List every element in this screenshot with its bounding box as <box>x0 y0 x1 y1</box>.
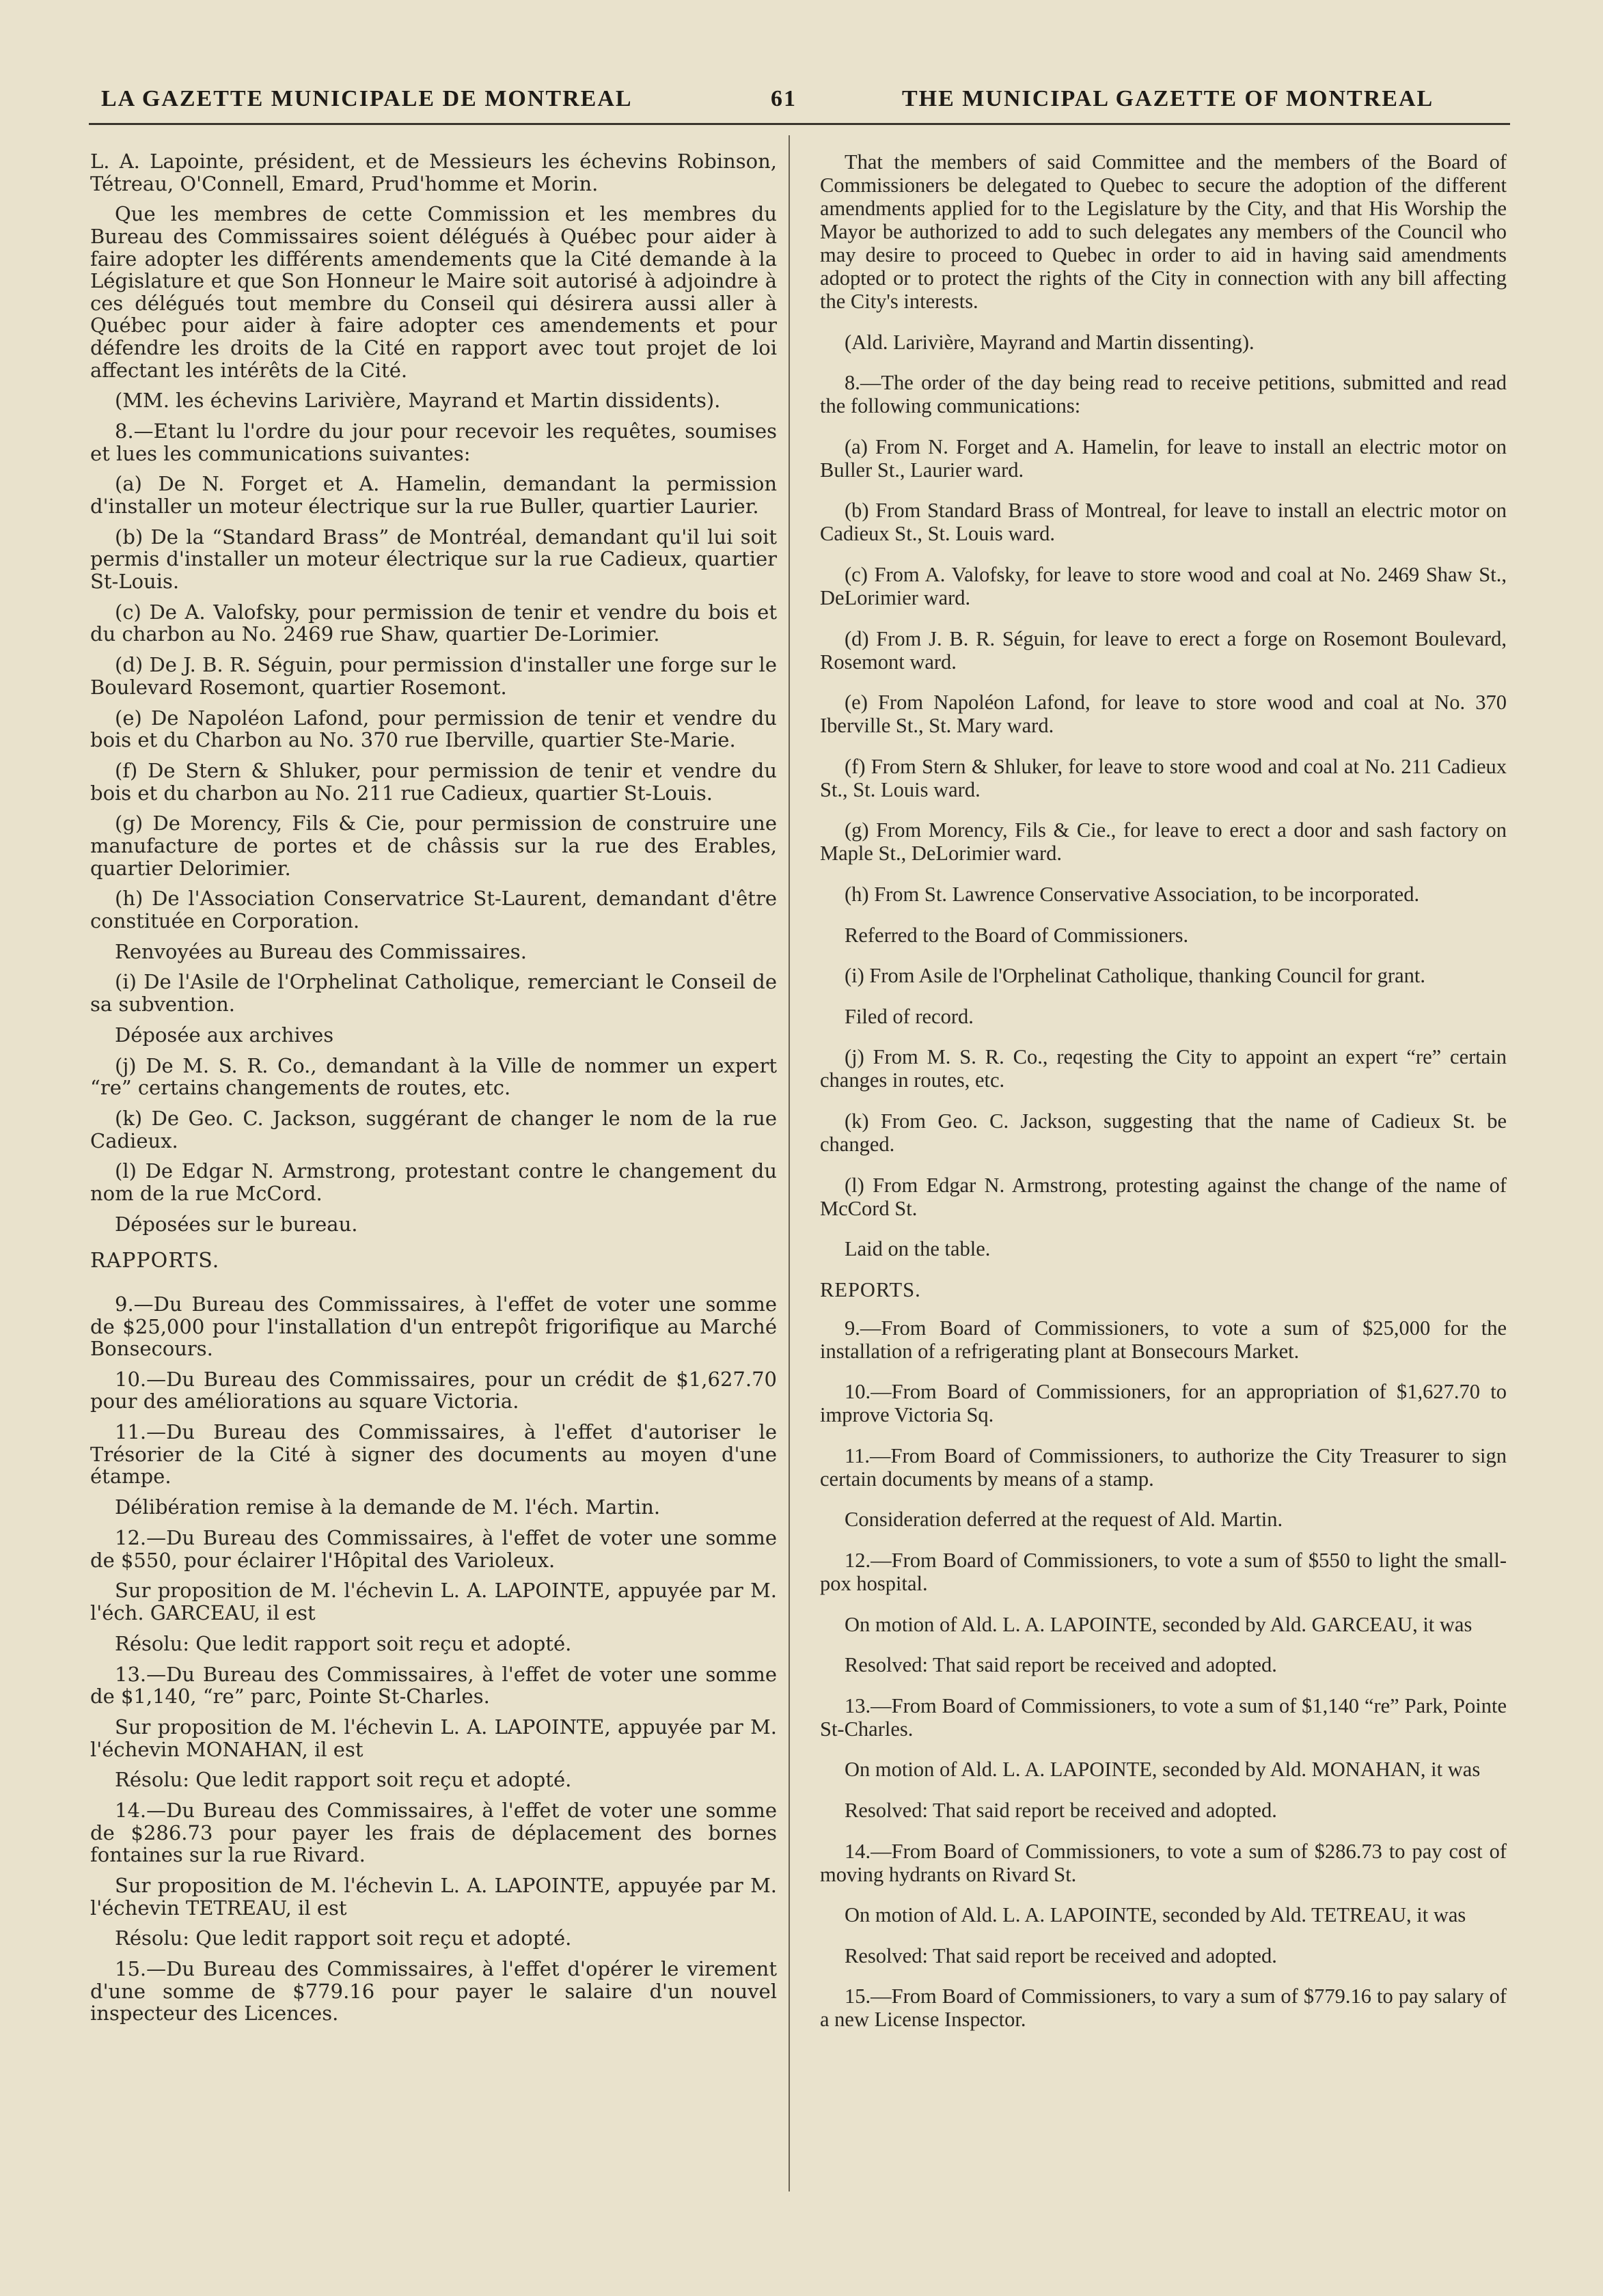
english-paragraph: (j) From M. S. R. Co., reqesting the City to appoint an expert “re” certain changes in routes, etc. <box>820 1045 1507 1092</box>
english-paragraph: Resolved: That said report be received and adopted. <box>845 1944 1277 1967</box>
french-paragraph: L. A. Lapointe, président, et de Messieurs les échevins Robinson, Tétreau, O'Connell, Emard, Prud'homme et Morin. <box>90 150 777 195</box>
english-paragraph: 8.—The order of the day being read to receive petitions, submitted and read the following communications: <box>820 371 1507 418</box>
french-paragraph: (c) De A. Valofsky, pour permission de tenir et vendre du bois et du charbon au No. 2469 rue Shaw, quartier De-Lorimier. <box>90 600 777 646</box>
english-paragraph: (e) From Napoléon Lafond, for leave to store wood and coal at No. 370 Iberville St., St. Mary ward. <box>820 691 1507 738</box>
french-paragraph: Sur proposition de M. l'échevin L. A. LAPOINTE, appuyée par M. l'échevin TETREAU, il est <box>90 1874 777 1920</box>
english-paragraph: (g) From Morency, Fils & Cie., for leave to erect a door and sash factory on Maple St., DeLorimier ward. <box>820 818 1507 866</box>
english-paragraph: (f) From Stern & Shluker, for leave to store wood and coal at No. 211 Cadieux St., St. Louis ward. <box>820 754 1507 801</box>
french-paragraph: (e) De Napoléon Lafond, pour permission de tenir et vendre du bois et du Charbon au No. 370 rue Iberville, quartier Ste-Marie. <box>90 706 777 752</box>
english-paragraph: (l) From Edgar N. Armstrong, protesting against the change of the name of McCord St. <box>820 1173 1507 1220</box>
page-number: 61 <box>771 86 797 111</box>
english-paragraph: On motion of Ald. L. A. LAPOINTE, seconded by Ald. GARCEAU, it was <box>845 1612 1472 1636</box>
english-paragraph: 11.—From Board of Commissioners, to authorize the City Treasurer to sign certain documents by means of a stamp. <box>820 1443 1507 1491</box>
french-paragraph: 13.—Du Bureau des Commissaires, à l'effet de voter une somme de $1,140, “re” parc, Pointe St-Charles. <box>90 1662 777 1709</box>
english-column <box>820 150 1507 2049</box>
english-paragraph: (i) From Asile de l'Orphelinat Catholique, thanking Council for grant. <box>845 964 1426 988</box>
french-paragraph: Déposées sur le bureau. <box>115 1212 358 1236</box>
french-paragraph: 9.—Du Bureau des Commissaires, à l'effet de voter une somme de $25,000 pour l'installation d'un entrepôt frigorifique au Marché Bonsecours. <box>90 1292 777 1361</box>
column-divider <box>789 135 790 2191</box>
english-paragraph: Consideration deferred at the request of Ald. Martin. <box>845 1508 1283 1532</box>
english-paragraph: Laid on the table. <box>845 1237 991 1261</box>
french-paragraph: 12.—Du Bureau des Commissaires, à l'effet de voter une somme de $550, pour éclairer l'Hôpital des Varioleux. <box>90 1526 777 1572</box>
english-paragraph: 10.—From Board of Commissioners, for an appropriation of $1,627.70 to improve Victoria Sq. <box>820 1380 1507 1427</box>
french-paragraph: Déposée aux archives <box>115 1023 334 1047</box>
english-paragraph: Resolved: That said report be received and adopted. <box>845 1653 1277 1677</box>
english-paragraph: 15.—From Board of Commissioners, to vary a sum of $779.16 to pay salary of a new License Inspector. <box>820 1984 1507 2032</box>
english-section-heading: REPORTS. <box>820 1277 921 1301</box>
english-paragraph: 14.—From Board of Commissioners, to vote a sum of $286.73 to pay cost of moving hydrants on Rivard St. <box>820 1839 1507 1886</box>
french-paragraph: (k) De Geo. C. Jackson, suggérant de changer le nom de la rue Cadieux. <box>90 1106 777 1152</box>
french-paragraph: (f) De Stern & Shluker, pour permission de tenir et vendre du bois et du charbon au No. 211 rue Cadieux, quartier St-Louis. <box>90 758 777 805</box>
header-rule <box>89 123 1510 125</box>
english-paragraph: (h) From St. Lawrence Conservative Association, to be incorporated. <box>845 882 1420 906</box>
french-paragraph: (h) De l'Association Conservatrice St-Laurent, demandant d'être constituée en Corporation. <box>90 887 777 932</box>
english-paragraph: (b) From Standard Brass of Montreal, for leave to install an electric motor on Cadieux St., St. Louis ward. <box>820 499 1507 546</box>
french-paragraph: 10.—Du Bureau des Commissaires, pour un crédit de $1,627.70 pour des améliorations au square Victoria. <box>90 1367 777 1413</box>
french-paragraph: (g) De Morency, Fils & Cie, pour permission de construire une manufacture de portes et de châssis sur la rue des Erables, quartier Delorimier. <box>90 812 777 880</box>
english-paragraph: (Ald. Larivière, Mayrand and Martin dissenting). <box>845 330 1255 354</box>
french-paragraph: Sur proposition de M. l'échevin L. A. LAPOINTE, appuyée par M. l'échevin MONAHAN, il est <box>90 1715 777 1761</box>
french-paragraph: Que les membres de cette Commission et les membres du Bureau des Commissaires soient délégués à Québec pour aider à faire adopter les différents amendements que la Cité demande à la Législature et que Son Honneur le Maire soit autorisé à adjoindre à ces délégués tout membre du Conseil qui désirera aussi aller à Québec pour aider à faire adopter ces amendements et pour défendre les droits de la Cité en rapport avec tout projet de loi affectant les intérêts de la Cité. <box>90 202 777 382</box>
header-title-english: THE MUNICIPAL GAZETTE OF MONTREAL <box>902 86 1434 111</box>
french-paragraph: 14.—Du Bureau des Commissaires, à l'effet de voter une somme de $286.73 pour payer les frais de déplacement des bornes fontaines sur la rue Rivard. <box>90 1799 777 1867</box>
english-paragraph: 13.—From Board of Commissioners, to vote a sum of $1,140 “re” Park, Pointe St-Charles. <box>820 1693 1507 1741</box>
french-paragraph: (l) De Edgar N. Armstrong, protestant contre le changement du nom de la rue McCord. <box>90 1159 777 1205</box>
french-paragraph: 11.—Du Bureau des Commissaires, à l'effet d'autoriser le Trésorier de la Cité à signer des documents au moyen d'une étampe. <box>90 1420 777 1489</box>
french-paragraph: (a) De N. Forget et A. Hamelin, demandant la permission d'installer un moteur électrique sur la rue Buller, quartier Laurier. <box>90 472 777 518</box>
french-paragraph: Sur proposition de M. l'échevin L. A. LAPOINTE, appuyée par M. l'éch. GARCEAU, il est <box>90 1579 777 1624</box>
french-section-heading: RAPPORTS. <box>90 1249 220 1273</box>
english-paragraph: 9.—From Board of Commissioners, to vote a sum of $25,000 for the installation of a refrigerating plant at Bonsecours Market. <box>820 1316 1507 1363</box>
french-paragraph: (i) De l'Asile de l'Orphelinat Catholique, remerciant le Conseil de sa subvention. <box>90 970 777 1016</box>
french-paragraph: 15.—Du Bureau des Commissaires, à l'effet d'opérer le virement d'une somme de $779.16 pour payer le salaire d'un nouvel inspecteur des Licences. <box>90 1957 777 2025</box>
french-paragraph: Renvoyées au Bureau des Commissaires. <box>115 939 527 963</box>
english-paragraph: Referred to the Board of Commissioners. <box>845 923 1189 947</box>
french-paragraph: Résolu: Que ledit rapport soit reçu et adopté. <box>115 1631 572 1655</box>
french-paragraph: (d) De J. B. R. Séguin, pour permission d'installer une forge sur le Boulevard Rosemont, quartier Rosemont. <box>90 653 777 699</box>
header-title-french: LA GAZETTE MUNICIPALE DE MONTREAL <box>101 86 633 111</box>
english-paragraph: 12.—From Board of Commissioners, to vote a sum of $550 to light the small-pox hospital. <box>820 1549 1507 1596</box>
french-paragraph: 8.—Etant lu l'ordre du jour pour recevoir les requêtes, soumises et lues les communications suivantes: <box>90 419 777 465</box>
english-paragraph: That the members of said Committee and the members of the Board of Commissioners be delegated to Quebec to secure the adoption of the different amendments applied for to the Legislature by the City, and that His Worship the Mayor be authorized to add to such delegates any members of the Council who may desire to proceed to Quebec in order to aid in having said amendments adopted or to protect the rights of the City in connection with any bill affecting the City's interests. <box>820 150 1507 313</box>
french-paragraph: Délibération remise à la demande de M. l'éch. Martin. <box>115 1495 661 1519</box>
english-paragraph: On motion of Ald. L. A. LAPOINTE, seconded by Ald. TETREAU, it was <box>845 1903 1466 1927</box>
french-column <box>90 150 777 2033</box>
english-paragraph: Resolved: That said report be received and adopted. <box>845 1799 1277 1823</box>
french-paragraph: (j) De M. S. R. Co., demandant à la Ville de nommer un expert “re” certains changements de routes, etc. <box>90 1053 777 1100</box>
french-paragraph: (MM. les échevins Larivière, Mayrand et Martin dissidents). <box>115 389 721 413</box>
english-paragraph: (k) From Geo. C. Jackson, suggesting that the name of Cadieux St. be changed. <box>820 1109 1507 1156</box>
english-paragraph: On motion of Ald. L. A. LAPOINTE, seconded by Ald. MONAHAN, it was <box>845 1758 1481 1782</box>
english-paragraph: (a) From N. Forget and A. Hamelin, for leave to install an electric motor on Buller St., Laurier ward. <box>820 434 1507 482</box>
page-header <box>0 81 1603 119</box>
french-paragraph: Résolu: Que ledit rapport soit reçu et adopté. <box>115 1768 572 1792</box>
english-paragraph: (d) From J. B. R. Séguin, for leave to erect a forge on Rosemont Boulevard, Rosemont ward. <box>820 626 1507 674</box>
french-paragraph: (b) De la “Standard Brass” de Montréal, demandant qu'il lui soit permis d'installer un moteur électrique sur la rue Cadieux, quartier St-Louis. <box>90 525 777 594</box>
english-paragraph: (c) From A. Valofsky, for leave to store wood and coal at No. 2469 Shaw St., DeLorimier ward. <box>820 562 1507 609</box>
french-paragraph: Résolu: Que ledit rapport soit reçu et adopté. <box>115 1926 572 1950</box>
english-paragraph: Filed of record. <box>845 1004 974 1028</box>
